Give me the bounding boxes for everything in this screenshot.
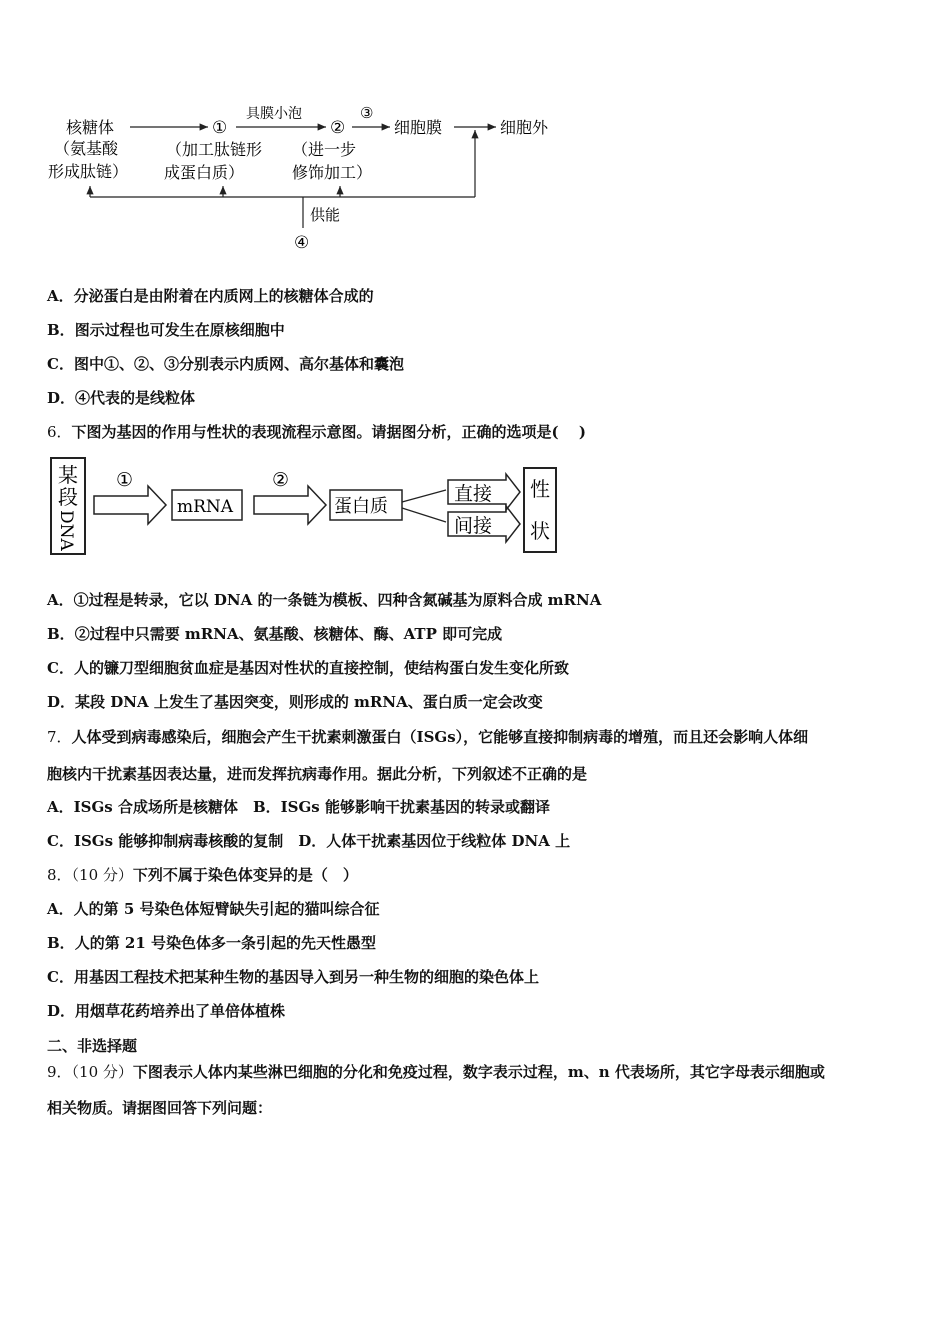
node1-note-1: （加工肽链形 <box>166 140 263 159</box>
node-2: ② <box>330 118 346 138</box>
q6-option-b: B．②过程中只需要 mRNA、氨基酸、核糖体、酶、ATP 即可完成 <box>47 625 503 643</box>
block-arrow-1 <box>94 486 166 524</box>
q6-stem: 6．下图为基因的作用与性状的表现流程示意图。请据图分析，正确的选项是( ) <box>47 423 586 441</box>
gene-expression-diagram <box>44 452 564 560</box>
node-3: ③ <box>360 104 374 122</box>
q8-stem: 8．（10 分）下列不属于染色体变异的是（ ） <box>47 866 358 884</box>
branch-line-direct <box>402 490 446 502</box>
membrane-label: 细胞膜 <box>394 118 443 137</box>
q6-option-c: C．人的镰刀型细胞贫血症是基因对性状的直接控制，使结构蛋白发生变化所致 <box>47 659 569 677</box>
vesicle-label: 具膜小泡 <box>246 106 302 122</box>
dna-box-char-1: 某 <box>58 463 78 487</box>
q7-options-line-1: A．ISGs 合成场所是核糖体 B．ISGs 能够影响干扰素基因的转录或翻译 <box>47 798 550 816</box>
mrna-label: mRNA <box>177 497 234 517</box>
dna-box-char-2: 段 <box>58 485 78 509</box>
q8-option-d: D．用烟草花药培养出了单倍体植株 <box>47 1002 286 1020</box>
q5-option-c: C．图中①、②、③分别表示内质网、高尔基体和囊泡 <box>47 355 404 373</box>
q5-option-d: D．④代表的是线粒体 <box>47 389 196 407</box>
indirect-label: 间接 <box>454 515 493 537</box>
ribosome-note-2: 形成肽链） <box>48 162 129 181</box>
ribosome-note-1: （氨基酸 <box>54 139 119 158</box>
ribosome-label: 核糖体 <box>66 118 115 137</box>
q5-option-b: B．图示过程也可发生在原核细胞中 <box>47 321 285 339</box>
branch-line-indirect <box>402 508 446 522</box>
trait-char-1: 性 <box>530 477 550 501</box>
q8-option-b: B．人的第 21 号染色体多一条引起的先天性愚型 <box>47 934 377 952</box>
q9-stem-line-2: 相关物质。请据图回答下列问题： <box>47 1099 273 1117</box>
q7-stem-line-2: 胞核内干扰素基因表达量，进而发挥抗病毒作用。据此分析，下列叙述不正确的是 <box>47 765 588 783</box>
direct-label: 直接 <box>454 483 493 505</box>
q6-option-a: A．①过程是转录，它以 DNA 的一条链为模板、四种含氮碱基为原料合成 mRNA <box>47 591 602 609</box>
dna-box-char-3: DNA <box>56 510 76 551</box>
trait-char-2: 状 <box>530 519 550 543</box>
step-1-label: ① <box>116 469 134 491</box>
block-arrow-2 <box>254 486 326 524</box>
node2-note-2: 修饰加工） <box>292 163 373 182</box>
node-1: ① <box>212 118 228 138</box>
node-4: ④ <box>294 233 310 253</box>
node2-note-1: （进一步 <box>292 140 357 159</box>
q8-option-c: C．用基因工程技术把某种生物的基因导入到另一种生物的细胞的染色体上 <box>47 968 539 986</box>
protein-label: 蛋白质 <box>334 496 388 517</box>
q7-options-line-2: C．ISGs 能够抑制病毒核酸的复制 D．人体干扰素基因位于线粒体 DNA 上 <box>47 832 571 850</box>
q5-option-a: A．分泌蛋白是由附着在内质网上的核糖体合成的 <box>47 287 374 305</box>
q9-stem-line-1: 9．（10 分）下图表示人体内某些淋巴细胞的分化和免疫过程，数字表示过程，m、n 代表场所，其它字母表示细胞或 <box>47 1063 825 1081</box>
q6-option-d: D．某段 DNA 上发生了基因突变，则形成的 mRNA、蛋白质一定会改变 <box>47 693 543 711</box>
node1-note-2: 成蛋白质） <box>164 163 245 182</box>
q8-option-a: A．人的第 5 号染色体短臂缺失引起的猫叫综合征 <box>47 900 380 918</box>
section-heading: 二、非选择题 <box>47 1037 138 1055</box>
energy-label: 供能 <box>310 206 341 224</box>
step-2-label: ② <box>272 469 290 491</box>
secretory-pathway-diagram <box>40 100 600 260</box>
q7-stem-line-1: 7．人体受到病毒感染后，细胞会产生干扰素刺激蛋白（ISGs），它能够直接抑制病毒的增殖，而且还会影响人体细 <box>47 728 809 746</box>
outside-label: 细胞外 <box>500 118 549 137</box>
